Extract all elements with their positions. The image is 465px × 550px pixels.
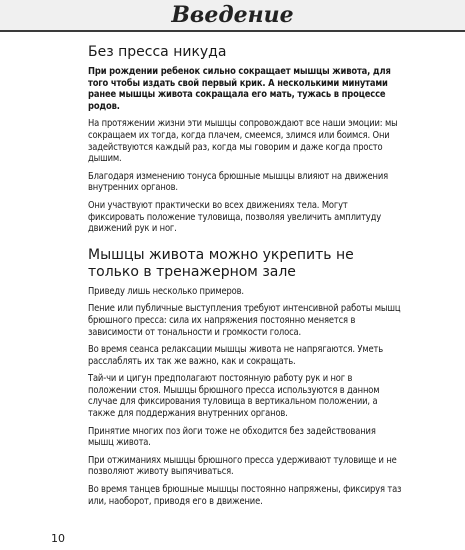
body-paragraph: Благодаря изменению тонуса брюшные мышцы влияют на движения внутренних органов.	[88, 170, 389, 194]
body-paragraph: Они участвуют практически во всех движениях тела. Могут фиксировать положение туловища, позволяя увеличить амплитуду движений рук и ног.	[88, 199, 382, 235]
page-body	[88, 44, 402, 513]
body-paragraph: Приведу лишь несколько примеров.	[88, 285, 244, 297]
body-paragraph: Пение или публичные выступления требуют интенсивной работы мышц брюшного пресса: сила их напряжения постоянно меняется в зависимости от тональности и громкости голоса.	[88, 303, 401, 338]
body-paragraph: Во время сеанса релаксации мышцы живота не напрягаются. Уметь расслаблять их так же важно, как и сокращать.	[88, 344, 383, 367]
chapter-title: Введение	[171, 2, 294, 28]
body-paragraph: Тай-чи и цигун предполагают постоянную работу рук и ног в положении стоя. Мышцы брюшного пресса используются в данном случае для фиксирования туловища в вертикальном положении, а также для поддержания внутренних органов.	[88, 373, 380, 420]
page-number: 10	[51, 532, 65, 545]
body-paragraph: На протяжении жизни эти мышцы сопровождают все наши эмоции: мы сокращаем их тогда, когда плачем, смеемся, злимся или боимся. Они задействуются каждый раз, когда мы говорим и даже когда просто дышим.	[88, 118, 398, 165]
section-heading-no-abs: Без пресса никуда	[88, 44, 227, 60]
body-paragraph: Во время танцев брюшные мышцы постоянно напряжены, фиксируя таз или, наоборот, приводя его в движение.	[88, 484, 402, 507]
body-paragraph: Принятие многих поз йоги тоже не обходится без задействования мышц живота.	[88, 425, 376, 449]
body-paragraph: При отжиманиях мышцы брюшного пресса удерживают туловище и не позволяют животу выпячиваться.	[88, 454, 397, 478]
lead-paragraph: При рождении ребенок сильно сокращает мышцы живота, для того чтобы издать свой первый крик. А несколькими минутами ранее мышцы живота сокращала его мать, тужась в процессе родов.	[88, 66, 391, 112]
section-heading-strengthen: Мышцы живота можно укрепить не только в тренажерном зале	[88, 246, 354, 280]
